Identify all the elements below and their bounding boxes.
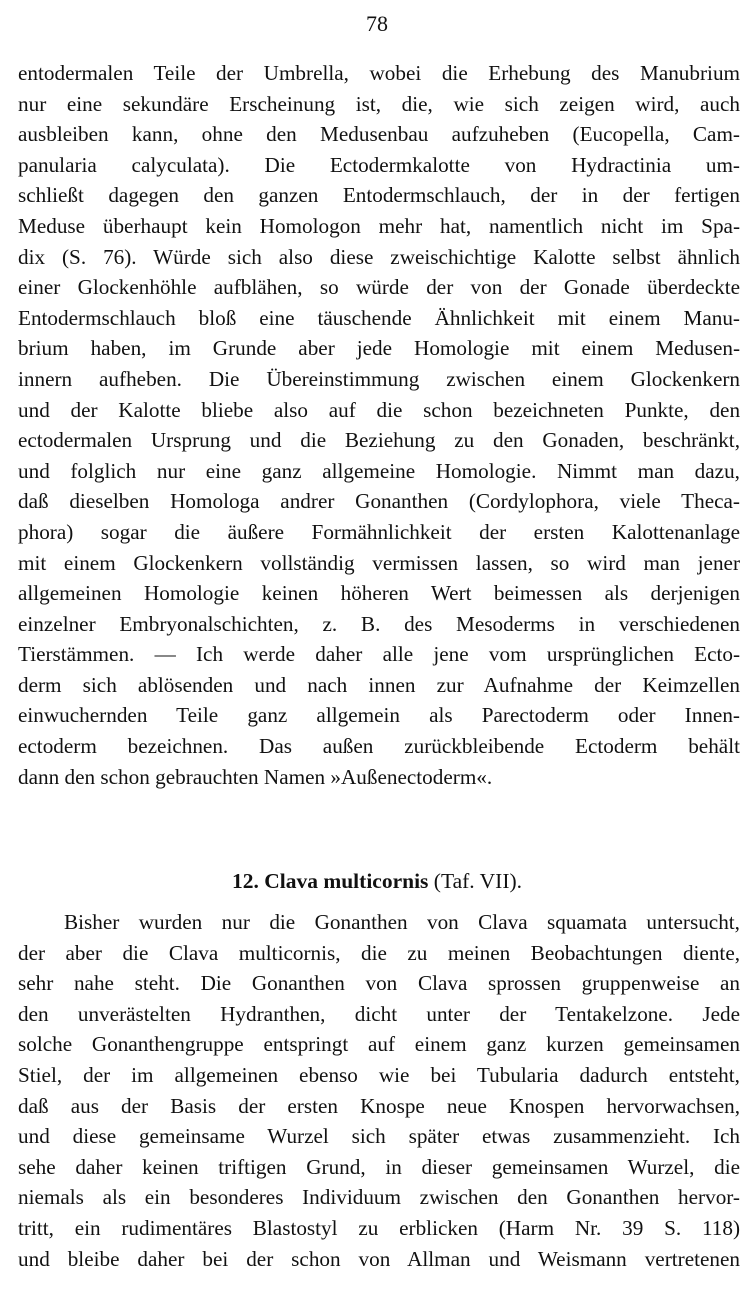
text-line: ausbleiben kann, ohne den Medusenbau aufzuheben (Eucopella, Cam-	[18, 122, 740, 147]
text-line: Entodermschlauch bloß eine täuschende Ähnlichkeit mit einem Manu-	[18, 305, 740, 330]
text-line: den unverästelten Hydranthen, dicht unter der Tentakelzone. Jede	[18, 1001, 740, 1026]
text-line: dix (S. 76). Würde sich also diese zweischichtige Kalotte selbst ähnlich	[18, 244, 740, 269]
text-line: allgemeinen Homologie keinen höheren Wert beimessen als derjenigen	[18, 581, 740, 606]
text-line: ectoderm bezeichnen. Das außen zurückbleibende Ectoderm behält	[18, 734, 740, 759]
text-line: und folglich nur eine ganz allgemeine Homologie. Nimmt man dazu,	[18, 458, 740, 483]
text-line: und bleibe daher bei der schon von Allman und Weismann vertretenen	[18, 1246, 740, 1271]
text-line: schließt dagegen den ganzen Entodermschlauch, der in der fertigen	[18, 183, 740, 208]
section-plate-ref: (Taf. VII).	[433, 869, 523, 893]
text-line: ectodermalen Ursprung und die Beziehung zu den Gonaden, beschränkt,	[18, 428, 740, 453]
text-line: Meduse überhaupt kein Homologon mehr hat, namentlich nicht im Spa-	[18, 213, 740, 238]
section-heading	[0, 866, 754, 896]
section-title: Clava multicornis	[264, 869, 429, 893]
text-line: daß aus der Basis der ersten Knospe neue Knospen hervorwachsen,	[18, 1093, 740, 1118]
page-number: 78	[366, 11, 388, 36]
text-line: Tierstämmen. — Ich werde daher alle jene vom ursprünglichen Ecto-	[18, 642, 740, 667]
text-line: niemals als ein besonderes Individuum zwischen den Gonanthen hervor-	[18, 1185, 740, 1210]
text-line: brium haben, im Grunde aber jede Homologie mit einem Medusen-	[18, 336, 740, 361]
text-line: entodermalen Teile der Umbrella, wobei die Erhebung des Manubrium	[18, 61, 740, 85]
text-line: solche Gonanthengruppe entspringt auf einem ganz kurzen gemeinsamen	[18, 1032, 740, 1057]
text-line: tritt, ein rudimentäres Blastostyl zu erblicken (Harm Nr. 39 S. 118)	[18, 1215, 740, 1240]
paragraph-2	[18, 907, 740, 1274]
text-line: phora) sogar die äußere Formähnlichkeit der ersten Kalottenanlage	[18, 519, 740, 544]
text-line: einer Glockenhöhle aufblähen, so würde der von der Gonade überdeckte	[18, 275, 740, 300]
text-line: einzelner Embryonalschichten, z. B. des Mesoderms in verschiedenen	[18, 611, 740, 636]
text-line: Bisher wurden nur die Gonanthen von Clava squamata untersucht,	[64, 910, 740, 934]
text-line: innern aufheben. Die Übereinstimmung zwischen einem Glockenkern	[18, 366, 740, 391]
text-line: der aber die Clava multicornis, die zu meinen Beobachtungen diente,	[18, 940, 740, 965]
section-number: 12.	[231, 869, 259, 893]
text-line: einwuchernden Teile ganz allgemein als Parectoderm oder Innen-	[18, 703, 740, 728]
text-line: panularia calyculata). Die Ectodermkalotte von Hydractinia um-	[18, 152, 740, 177]
text-line: dann den schon gebrauchten Namen »Außenectoderm«.	[18, 764, 493, 789]
text-line: nur eine sekundäre Erscheinung ist, die, wie sich zeigen wird, auch	[18, 91, 740, 116]
text-line: und diese gemeinsame Wurzel sich später etwas zusammenzieht. Ich	[18, 1124, 740, 1149]
text-line: derm sich ablösenden und nach innen zur Aufnahme der Keimzellen	[18, 672, 740, 697]
text-line: Stiel, der im allgemeinen ebenso wie bei Tubularia dadurch entsteht,	[18, 1062, 740, 1087]
text-line: mit einem Glockenkern vollständig vermissen lassen, so wird man jener	[18, 550, 740, 575]
text-line: daß dieselben Homologa andrer Gonanthen (Cordylophora, viele Theca-	[18, 489, 740, 514]
text-line: sehe daher keinen triftigen Grund, in dieser gemeinsamen Wurzel, die	[18, 1154, 740, 1179]
text-line: und der Kalotte bliebe also auf die schon bezeichneten Punkte, den	[18, 397, 740, 422]
text-line: sehr nahe steht. Die Gonanthen von Clava sprossen gruppenweise an	[18, 971, 740, 996]
paragraph-1	[18, 58, 740, 792]
